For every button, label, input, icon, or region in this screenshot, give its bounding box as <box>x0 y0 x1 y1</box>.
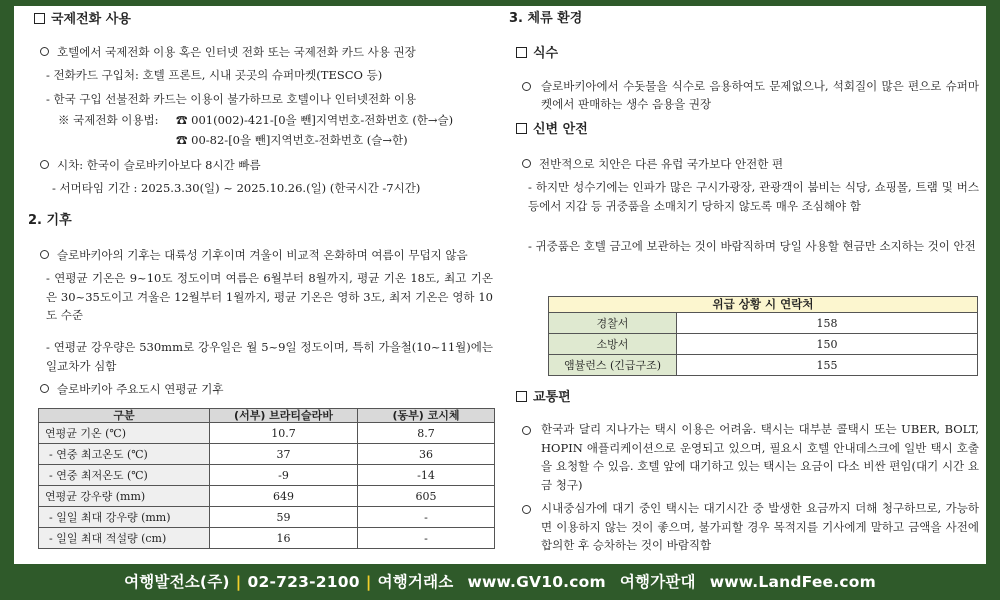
water-paragraph: 슬로바키아에서 수돗물을 식수로 음용하여도 문제없으나, 석회질이 많은 편으로 슈퍼마켓에서 판매하는 생수 음용을 권장 <box>541 79 979 111</box>
safety-heading <box>516 122 588 138</box>
climate-row-west-value: 37 <box>210 444 358 465</box>
emergency-table-row <box>549 355 978 376</box>
checkbox-square-icon <box>516 47 527 58</box>
climate-row-west-value: 59 <box>210 507 358 528</box>
intl-call-line2: - 전화카드 구입처: 호텔 프론트, 시내 곳곳의 슈퍼마켓(TESCO 등) <box>46 68 383 82</box>
footer-phone: 02-723-2100 <box>247 573 360 591</box>
climate-table-header-row <box>39 409 495 423</box>
intl-call-heading-text: 국제전화 사용 <box>51 12 131 27</box>
footer-link-landfee[interactable]: www.LandFee.com <box>709 573 876 591</box>
climate-heading: 2. 기후 <box>28 213 72 228</box>
climate-table-row <box>39 465 495 486</box>
emergency-contacts-table <box>548 296 978 376</box>
emergency-service-number: 158 <box>677 313 978 334</box>
climate-table-row <box>39 444 495 465</box>
checkbox-square-icon <box>34 13 45 24</box>
climate-row-west-value: -9 <box>210 465 358 486</box>
climate-row-east-value: -14 <box>358 465 495 486</box>
climate-table-row <box>39 528 495 549</box>
emergency-table-body <box>549 313 978 376</box>
transport-taxi-paragraph: 한국과 달리 지나가는 택시 이용은 어려움. 택시는 대부분 콜택시 또는 UBER, BOLT, HOPIN 애플리케이션으로 운영되고 있으며, 필요시 호텔 안내데스크에 일반 택시 호출을 요청할 수 있음. 호텔 앞에 대기하고 있는 택시는 요금이 다소 비싼 편임(대기 시간 요금 청구) <box>541 422 979 492</box>
footer-separator: | <box>235 573 242 591</box>
emergency-table-header-row <box>549 297 978 313</box>
climate-line1 <box>40 247 468 263</box>
water-heading <box>516 46 558 62</box>
intl-call-line3: - 한국 구입 선불전화 카드는 이용이 불가하므로 호텔이나 인터넷전화 이용 <box>46 92 417 106</box>
emergency-service-label: 경찰서 <box>549 313 677 334</box>
emergency-table-header: 위급 상황 시 연락처 <box>549 297 978 313</box>
emergency-service-number: 155 <box>677 355 978 376</box>
water-heading-text: 식수 <box>533 46 559 61</box>
climate-header-west: (서부) 브라티슬라바 <box>210 409 358 423</box>
summer-time-line: - 서머타임 기간 : 2025.3.30(일) ~ 2025.10.26.(일) (한국시간 -7시간) <box>52 181 421 195</box>
emergency-service-label: 소방서 <box>549 334 677 355</box>
emergency-service-number: 150 <box>677 334 978 355</box>
climate-row-label: - 연중 최저온도 (℃) <box>39 465 210 486</box>
climate-row-east-value: 605 <box>358 486 495 507</box>
time-difference-text: 시차: 한국이 슬로바키아보다 8시간 빠름 <box>57 158 261 172</box>
safety-valuables-paragraph: - 귀중품은 호텔 금고에 보관하는 것이 바람직하며 당일 사용할 현금만 소지하는 것이 안전 <box>528 239 976 253</box>
climate-table-caption-text: 슬로바키아 주요도시 연평균 기후 <box>57 382 224 396</box>
climate-row-label: 연평균 기온 (℃) <box>39 423 210 444</box>
safety-line1-text: 전반적으로 치안은 다른 유럽 국가보다 안전한 편 <box>539 157 784 171</box>
time-difference-line <box>40 157 261 173</box>
climate-row-label: 연평균 강우량 (mm) <box>39 486 210 507</box>
transport-downtown-taxi-paragraph: 시내중심가에 대기 중인 택시는 대기시간 중 발생한 요금까지 더해 청구하므로, 가능하면 이용하지 않는 것이 좋으며, 불가피할 경우 목적지를 기사에게 말하고 금액을 사전에 합의한 후 승차하는 것이 바람직함 <box>541 501 979 552</box>
climate-row-label: - 일일 최대 적설량 (cm) <box>39 528 210 549</box>
climate-table-row <box>39 507 495 528</box>
safety-line1 <box>522 156 783 172</box>
climate-table-caption <box>40 381 224 397</box>
safety-heading-text: 신변 안전 <box>533 122 588 137</box>
circle-bullet-icon <box>522 502 539 518</box>
climate-row-east-value: 36 <box>358 444 495 465</box>
climate-temperature-paragraph: - 연평균 기온은 9~10도 정도이며 여름은 6월부터 8월까지, 평균 기온 18도, 최고 기온은 30~35도이고 겨울은 12월부터 1월까지, 평균 기온은 영하 3도, 최저 기온은 영하 10도 수준 <box>46 271 493 322</box>
footer-label-exchange: 여행거래소 <box>377 573 454 591</box>
circle-bullet-icon <box>40 47 49 56</box>
stay-environment-heading: 3. 체류 환경 <box>509 11 583 26</box>
emergency-table-row <box>549 334 978 355</box>
circle-bullet-icon <box>40 160 49 169</box>
climate-row-label: - 일일 최대 강우량 (mm) <box>39 507 210 528</box>
climate-row-west-value: 16 <box>210 528 358 549</box>
circle-bullet-icon <box>40 384 49 393</box>
climate-table <box>38 408 495 549</box>
transport-heading <box>516 390 571 406</box>
transport-heading-text: 교통편 <box>533 390 571 405</box>
circle-bullet-icon <box>522 159 531 168</box>
climate-table-body <box>39 423 495 549</box>
climate-row-east-value: - <box>358 507 495 528</box>
climate-table-row <box>39 423 495 444</box>
checkbox-square-icon <box>516 391 527 402</box>
climate-row-east-value: 8.7 <box>358 423 495 444</box>
climate-row-east-value: - <box>358 528 495 549</box>
intl-call-method-label: ※ 국제전화 이용법: <box>58 113 159 127</box>
footer-label-stand: 여행가판대 <box>619 573 696 591</box>
intl-call-method-sk-to-kr: ☎ 00-82-[0을 뺀]지역번호-전화번호 (슬→한) <box>176 133 408 147</box>
climate-header-east: (동부) 코시체 <box>358 409 495 423</box>
footer-bar <box>0 568 1000 598</box>
footer-separator: | <box>365 573 372 591</box>
document-page <box>14 6 986 564</box>
climate-row-west-value: 649 <box>210 486 358 507</box>
climate-row-label: - 연중 최고온도 (℃) <box>39 444 210 465</box>
intl-call-line1 <box>40 44 416 60</box>
circle-bullet-icon <box>40 250 49 259</box>
circle-bullet-icon <box>522 79 539 95</box>
climate-rainfall-paragraph: - 연평균 강우량은 530mm로 강우일은 월 5~9일 정도이며, 특히 가을철(10~11월)에는 일교차가 심함 <box>46 340 493 373</box>
emergency-table-row <box>549 313 978 334</box>
footer-company: 여행발전소(주) <box>124 573 230 591</box>
footer-link-gv10[interactable]: www.GV10.com <box>467 573 606 591</box>
safety-pickpocket-paragraph: - 하지만 성수기에는 인파가 많은 구시가광장, 관광객이 붐비는 식당, 쇼핑몰, 트램 및 버스 등에서 지갑 등 귀중품을 소매치기 당하지 않도록 매우 조심해야 함 <box>528 180 979 213</box>
intl-call-method-kr-to-sk: ☎ 001(002)-421-[0을 뺀]지역번호-전화번호 (한→슬) <box>176 113 454 127</box>
intl-call-heading <box>34 12 131 28</box>
circle-bullet-icon <box>522 423 539 439</box>
intl-call-line1-text: 호텔에서 국제전화 이용 혹은 인터넷 전화 또는 국제전화 카드 사용 권장 <box>57 45 416 59</box>
checkbox-square-icon <box>516 123 527 134</box>
emergency-service-label: 앰뷸런스 (긴급구조) <box>549 355 677 376</box>
climate-row-west-value: 10.7 <box>210 423 358 444</box>
climate-header-category: 구분 <box>39 409 210 423</box>
climate-line1-text: 슬로바키아의 기후는 대륙성 기후이며 겨울이 비교적 온화하며 여름이 무덥지 않음 <box>57 248 468 262</box>
climate-table-row <box>39 486 495 507</box>
